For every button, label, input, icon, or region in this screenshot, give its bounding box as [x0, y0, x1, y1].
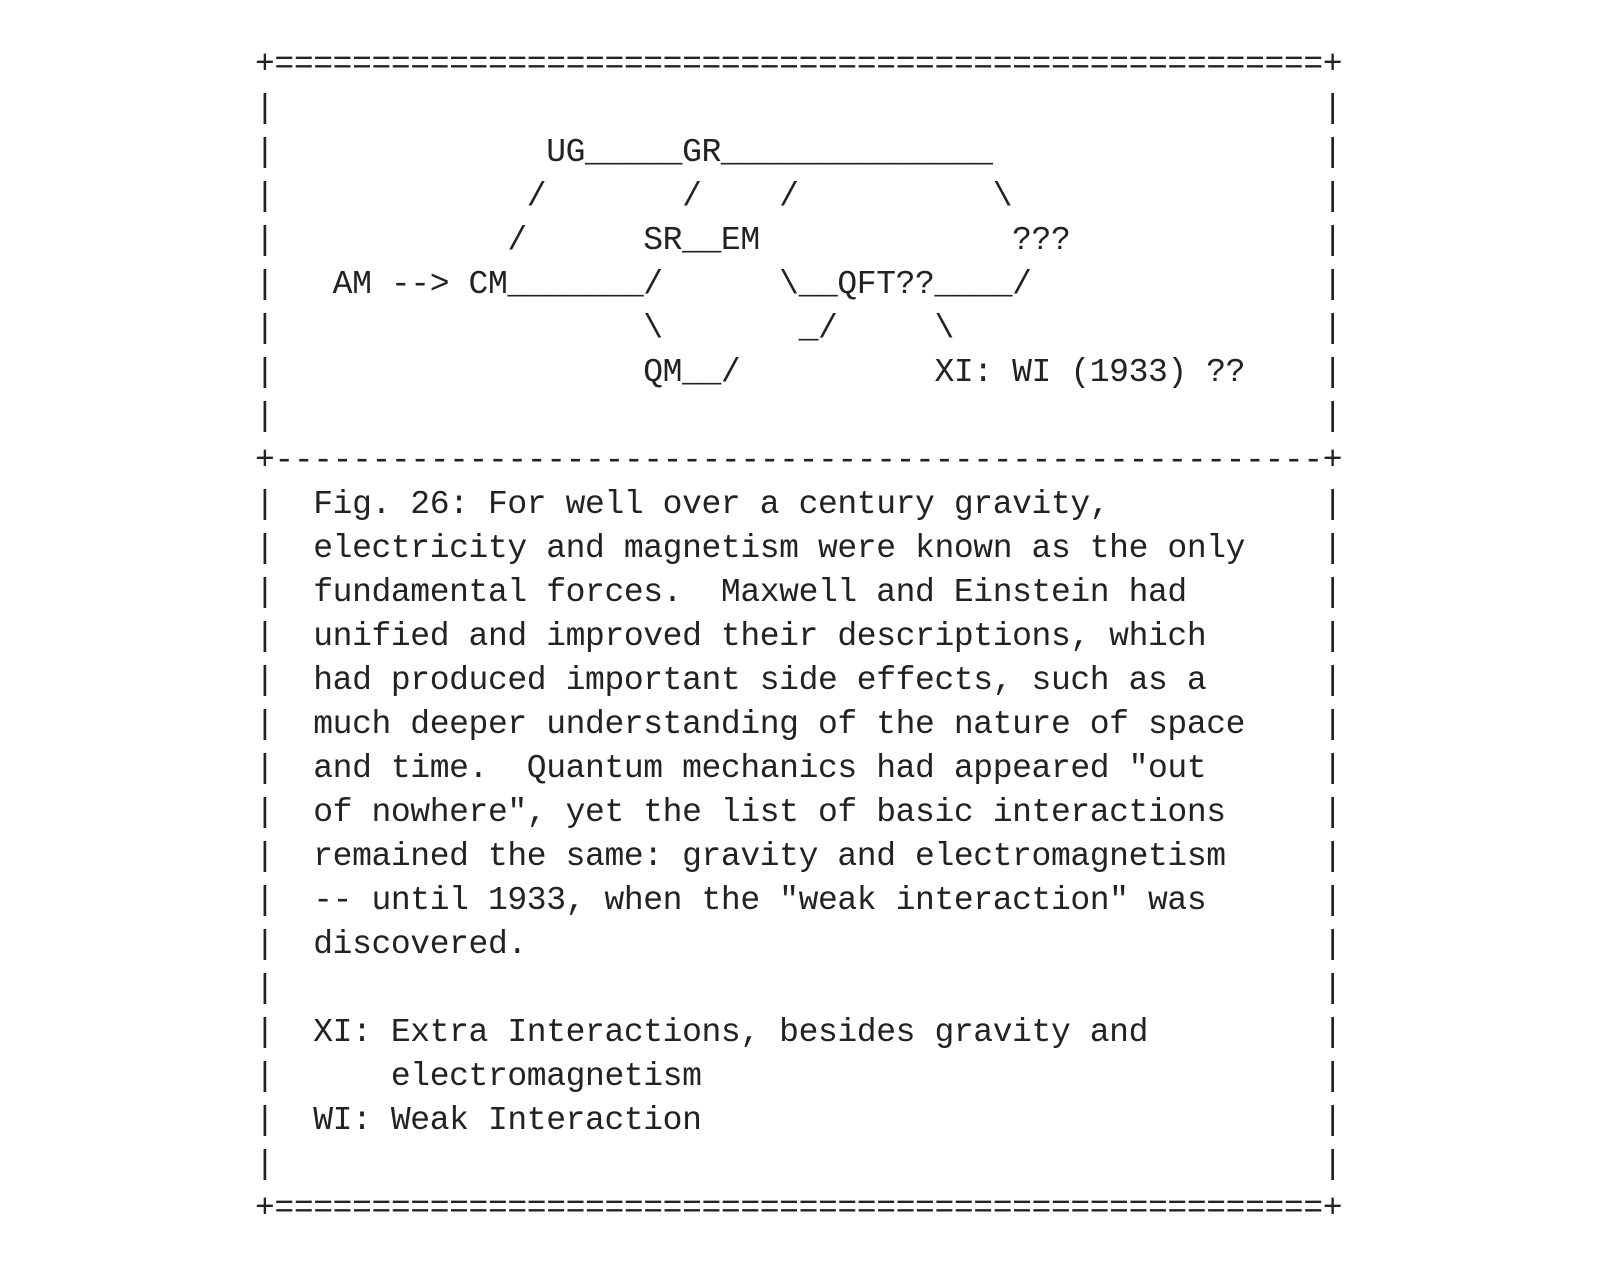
diagram-line-qm-xi: | QM__/ XI: WI (1933) ?? | — [255, 354, 1343, 391]
caption-line: | and time. Quantum mechanics had appeared "out | — [255, 750, 1343, 787]
border-divider: +------------------------------------------------------+ — [255, 442, 1343, 479]
ascii-figure — [255, 43, 1342, 1231]
caption-line: | | — [255, 1146, 1343, 1183]
caption-line: | of nowhere", yet the list of basic interactions | — [255, 794, 1343, 831]
diagram-line-ug-gr: | UG_____GR______________ | — [255, 134, 1343, 171]
caption-line: | remained the same: gravity and electromagnetism | — [255, 838, 1343, 875]
caption-line: | unified and improved their descriptions, which | — [255, 618, 1343, 655]
legend-line-xi-cont: | electromagnetism | — [255, 1058, 1343, 1095]
caption-line: | discovered. | — [255, 926, 1343, 963]
diagram-line: | | — [255, 90, 1343, 127]
caption-line: | | — [255, 970, 1343, 1007]
caption-line: | electricity and magnetism were known as the only | — [255, 530, 1343, 567]
legend-line-xi: | XI: Extra Interactions, besides gravity and | — [255, 1014, 1343, 1051]
caption-line: | much deeper understanding of the nature of space | — [255, 706, 1343, 743]
caption-line: | -- until 1933, when the "weak interaction" was | — [255, 882, 1343, 919]
diagram-line: | | — [255, 398, 1343, 435]
border-bottom: +======================================================+ — [255, 1190, 1343, 1227]
border-top: +======================================================+ — [255, 46, 1343, 83]
diagram-line: | / / / \ | — [255, 178, 1343, 215]
legend-line-wi: | WI: Weak Interaction | — [255, 1102, 1343, 1139]
diagram-line: | \ _/ \ | — [255, 310, 1343, 347]
diagram-line-sr-em: | / SR__EM ??? | — [255, 222, 1343, 259]
caption-line: | Fig. 26: For well over a century gravity, | — [255, 486, 1343, 523]
diagram-line-am-cm-qft: | AM --> CM_______/ \__QFT??____/ | — [255, 266, 1343, 303]
caption-line: | had produced important side effects, such as a | — [255, 662, 1343, 699]
caption-line: | fundamental forces. Maxwell and Einstein had | — [255, 574, 1343, 611]
